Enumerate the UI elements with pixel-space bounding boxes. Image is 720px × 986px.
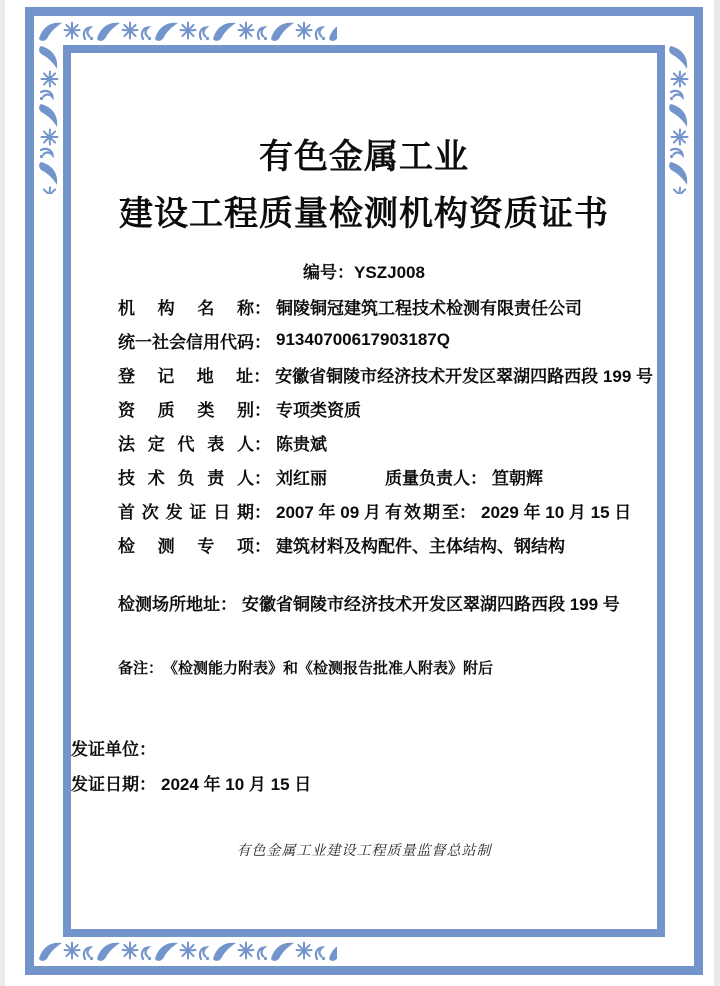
field-second (385, 498, 631, 523)
field-value: 2007 年 09 月 (276, 502, 381, 522)
test-site-row (118, 585, 653, 619)
border-ornament-left (37, 44, 61, 194)
field-value: 笪朝辉 (492, 468, 543, 488)
colon: ： (459, 502, 476, 522)
colon: ： (254, 298, 271, 318)
serial-value: YSZJ008 (354, 263, 425, 282)
field-row (118, 357, 653, 391)
field-row (118, 323, 653, 357)
certificate-title-line2: 建设工程质量检测机构资质证书 (119, 195, 609, 233)
field-value: 2029 年 10 月 15 日 (481, 502, 632, 522)
field-label: 登 记 地 址 (118, 366, 254, 386)
field-value: 建筑材料及构配件、主体结构、钢结构 (276, 536, 565, 556)
colon: ： (148, 659, 164, 677)
field-row (118, 527, 653, 561)
serial-label: 编号： (303, 263, 355, 282)
certificate-title-line1: 有色金属工业 (259, 138, 469, 176)
colon: ： (254, 400, 271, 420)
field-rows (118, 289, 653, 561)
field-value: 铜陵铜冠建筑工程技术检测有限责任公司 (276, 298, 582, 318)
field-row (118, 391, 653, 425)
field-value: 陈贵斌 (276, 434, 327, 454)
field-label: 有 效 期 至 (385, 502, 459, 522)
note-row (118, 650, 653, 684)
issue-date-row (71, 765, 311, 799)
colon: ： (139, 774, 156, 794)
field-row (118, 493, 653, 527)
field-label: 统 一 社 会 信 用 代 码 (118, 332, 254, 352)
field-row (118, 289, 653, 323)
note-label: 备注 (118, 659, 149, 677)
colon: ： (254, 468, 271, 488)
scan-edge-right (714, 0, 720, 986)
issuer-row (71, 730, 161, 764)
note-value: 《检测能力附表》和《检测报告批准人附表》附后 (163, 659, 494, 677)
border-ornament-bottom (37, 939, 337, 963)
field-value: 专项类资质 (276, 400, 361, 420)
field-label: 法 定 代 表 人 (118, 434, 254, 454)
border-ornament-right (667, 44, 691, 194)
field-value: 刘红丽 (276, 468, 327, 488)
scan-edge-left (0, 0, 5, 986)
colon: ： (220, 594, 237, 614)
field-label: 机 构 名 称 (118, 298, 254, 318)
border-ornament-top (37, 19, 337, 43)
field-label: 技 术 负 责 人 (118, 468, 254, 488)
field-label: 质量负责人 (385, 468, 470, 488)
colon: ： (254, 434, 271, 454)
test-site-label: 检测场所地址 (118, 594, 220, 614)
issue-date-label: 发证日期 (71, 774, 139, 794)
issuing-authority-imprint: 有色金属工业建设工程质量监督总站制 (236, 843, 492, 859)
field-label: 检 测 专 项 (118, 536, 254, 556)
field-row (118, 425, 653, 459)
field-label: 资 质 类 别 (118, 400, 254, 420)
field-value: 91340700617903187Q (276, 330, 450, 349)
colon: ： (254, 536, 271, 556)
field-second (385, 464, 543, 489)
colon: ： (253, 366, 271, 386)
issue-date-value: 2024 年 10 月 15 日 (161, 774, 312, 794)
colon: ： (470, 468, 487, 488)
test-site-value: 安徽省铜陵市经济技术开发区翠湖四路西段 199 号 (242, 594, 620, 614)
issuer-label: 发证单位 (71, 739, 139, 759)
field-row (118, 459, 653, 493)
colon: ： (254, 332, 271, 352)
certificate-content (71, 53, 657, 929)
field-label: 首 次 发 证 日 期 (118, 502, 254, 522)
colon: ： (139, 739, 156, 759)
field-value: 安徽省铜陵市经济技术开发区翠湖四路西段 199 号 (275, 366, 653, 386)
colon: ： (254, 502, 271, 522)
serial-number-line (71, 258, 657, 283)
